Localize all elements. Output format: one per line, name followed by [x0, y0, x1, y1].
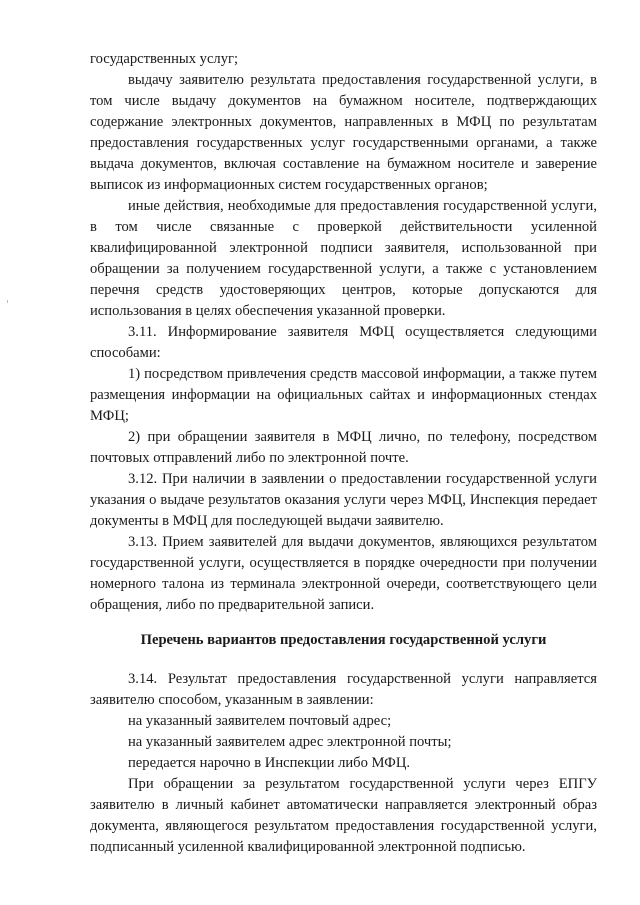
spacer	[90, 651, 597, 669]
paragraph-3-11-item-1: 1) посредством привлечения средств массовой информации, а также путем размещения информации на официальных сайтах и информационных стендах МФЦ;	[90, 366, 597, 424]
spacer	[90, 616, 597, 630]
paragraph-3-11-item-2: 2) при обращении заявителя в МФЦ лично, по телефону, посредством почтовых отправлений либо по электронной почте.	[90, 429, 597, 466]
list-item-email: на указанный заявителем адрес электронной почты;	[128, 734, 452, 750]
section-heading: Перечень вариантов предоставления государственной услуги	[140, 632, 547, 648]
paragraph-3-14: 3.14. Результат предоставления государственной услуги направляется заявителю способом, указанным в заявлении:	[90, 671, 597, 708]
paragraph-continuation: государственных услуг;	[90, 51, 239, 67]
paragraph-issue-result: выдачу заявителю результата предоставления государственной услуги, в том числе выдачу документов на бумажном носителе, подтверждающих содержание электронных документов, направленных в МФЦ по результатам предоставления государственных услуг государственными органами, а также выдача документов, включая составление на бумажном носителе и заверение выписок из информационных систем государственных органов;	[90, 72, 597, 193]
list-item-in-person: передается нарочно в Инспекции либо МФЦ.	[128, 755, 411, 771]
paragraph-epgu: При обращении за результатом государственной услуги через ЕПГУ заявителю в личный кабинет автоматически направляется электронный образ документа, являющегося результатом предоставления государственной услуги, подписанный усиленной квалифицированной электронной подписью.	[90, 776, 597, 855]
margin-mark	[7, 300, 8, 303]
document-body	[90, 49, 597, 858]
paragraph-3-11: 3.11. Информирование заявителя МФЦ осуществляется следующими способами:	[90, 324, 597, 361]
paragraph-3-13: 3.13. Прием заявителей для выдачи документов, являющихся результатом государственной услуги, осуществляется в порядке очередности при получении номерного талона из терминала электронной очереди, соответствующего цели обращения, либо по предварительной записи.	[90, 534, 597, 613]
list-item-postal: на указанный заявителем почтовый адрес;	[128, 713, 392, 729]
paragraph-other-actions: иные действия, необходимые для предоставления государственной услуги, в том числе связанные с проверкой действительности усиленной квалифицированной электронной подписи заявителя, использованной при обращении за получением государственной услуги, а также с установлением перечня средств удостоверяющих центров, которые допускаются для использования в целях обеспечения указанной проверки.	[90, 198, 597, 319]
paragraph-3-12: 3.12. При наличии в заявлении о предоставлении государственной услуги указания о выдаче результатов оказания услуги через МФЦ, Инспекция передает документы в МФЦ для последующей выдачи заявителю.	[90, 471, 597, 529]
